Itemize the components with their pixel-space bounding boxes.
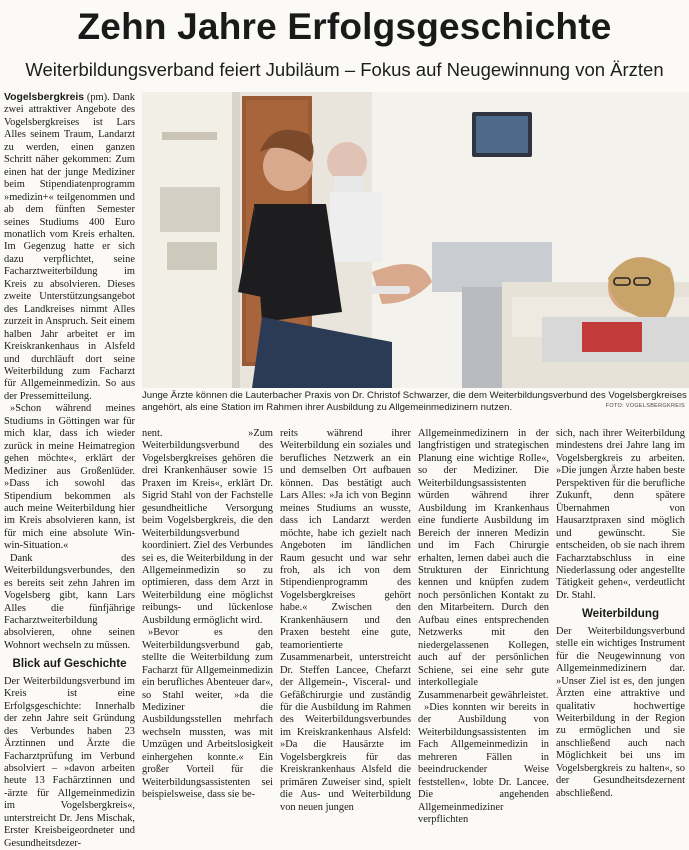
paragraph: reits während ihrer Weiterbildung ein soziales und berufliches Netzwerk an ein und demselben Ort aufbauen können. Das bestätigt auch Lars Alles: »Ja ich von Beginn meines Studiums an wusste, dass ich Landarzt werden möchte, habe ich gezielt nach Angeboten im ländlichen Raum gesucht und war sehr froh, als ich von dem Stipendienprogramm des Vogelsbergkreises gehört habe.« Zwischen den Krankenhäusern und den Praxen besteht eine gute, teamorientierte Zusammenarbeit, unterstreicht Dr. Steffen Lancee, Chefarzt der Allgemein-, Visceral- und Gefäßchirurgie und zuständig für die Ausbildung im Rahmen des Weiterbildungsverbundes im Kreiskrankenhaus Alsfeld: »Da die Hausärzte im Vogelsbergkreis für das Kreiskrankenhaus Alsfeld die primären Zuweiser sind, spielt die Aus- und Weiterbildung von neuen jungen — [280, 428, 411, 813]
column-1 — [4, 92, 135, 849]
paragraph: Allgemeinmedizinern in der langfristigen und strategischen Planung eine wichtige Rolle«, so der Mediziner. Die Weiterbildungsassistenten würden während ihrer Ausbildung im Krankenhaus eine fundierte Ausbildung im Bereich der inneren Medizin und im Fach Chirurgie erhalten, lernen dabei auch die Strukturen der Einrichtung kennen und knüpfen zudem noch persönlichen Kontakt zu den Mitarbeitern. Durch den Aufbau eines entsprechenden Netzwerks mit den niedergelassenen Kollegen, auch auf der persönlichen Schiene, sei eine sehr gute interkollegiale Zusammenarbeit gewährleistet. — [418, 428, 549, 701]
paragraph: Dank des Weiterbildungsverbundes, den es bereits seit zehn Jahren im Vogelsberg gibt, kann Lars Alles die fünfjährige Facharztweiterbildung absolvieren, ohne seinen Wohnort wechseln zu müssen. — [4, 552, 135, 651]
column-4 — [418, 428, 549, 826]
paragraph: »Schon während meines Studiums in Göttingen war für mich klar, dass ich wieder zurück in meine Heimatregion gehen möchte«, erklärt der Mediziner aus Großenlüder. »Dass ich sowohl das Stipendium bekommen als auch meine Weiterbildung hier im Kreis absolvieren kann, ist für mich eine absolute Win-win-Situation.« — [4, 403, 135, 552]
paragraph: »Bevor es den Weiterbildungsverbund gab, stellte die Weiterbildung zum Facharzt für Allgemeinmedizin ein berufliches Abenteuer dar«, so Stahl weiter, »da die Mediziner die Ausbildungsstellen mehrfach wechseln mussten, was mit Umzügen und Arbeitslosigkeit einhergehen konnte.« Ein großer Vorteil für die Weiterbildungsassistenten sei beispielsweise, dass sie be- — [142, 627, 273, 801]
paragraph: Vogelsbergkreis (pm). Dank zwei attraktiver Angebote des Vogelsbergkreises ist Lars Alles seinem Traum, Landarzt zu werden, einen ganzen Schritt näher gekommen: Zum einen hat der junge Mediziner beim Stipendiatenprogramm »medizin+« teilgenommen und ab dem fünften Semester seines Studiums 400 Euro monatlich vom Kreis erhalten. Im Gegenzug hatte er sich dazu verpflichtet, seine Facharztweiterbildung im Kreis zu absolvieren. Dieses zweite Unterstützungsangebot des Landkreises nimmt Alles zurzeit in Anspruch. Seit einem halben Jahr arbeitet er im Kreiskrankenhaus in Alsfeld und durchläuft dort seine Weiterbildung zum Facharzt für Allgemeinmedizin. So aus der Pressemitteilung. — [4, 92, 135, 402]
section-heading: Blick auf Geschichte — [12, 657, 127, 671]
headline: Zehn Jahre Erfolgsgeschichte — [77, 6, 612, 47]
photo-caption: Junge Ärzte können die Lauterbacher Praxis von Dr. Christof Schwarzer, die dem Weiterbildungsverbund des Vogelsbergkreises angehört, als eine Station im Rahmen ihrer Ausbildung zu Allgemeinmedizinern nutzen. — [142, 390, 687, 413]
doctor-patient-illustration — [142, 92, 689, 388]
article-photo — [142, 92, 689, 388]
paragraph: Der Weiterbildungsverbund stelle ein wichtiges Instrument für die Neugewinnung von Allgemeinmedizinern dar. »Unser Ziel ist es, den jungen Ärzten eine attraktive und qualitativ hochwertige Weiterbildung in der Region zu ermöglichen und sie anschließend auch nach Möglichkeit bei uns im Vogelsbergkreis zu halten«, so der Gesundheitsdezernent abschließend. — [556, 625, 685, 799]
column-2 — [142, 428, 273, 801]
photo-credit: FOTO: VOGELSBERGKREIS — [605, 403, 685, 409]
paragraph: Der Weiterbildungsverbund im Kreis ist eine Erfolgsgeschichte: Innerhalb der zehn Jahre seit Gründung des Verbundes haben 23 Ärztinnen und Ärzte die Facharztprüfung im Verbund absolviert – »davon arbeiten heute 13 Fachärztinnen und -ärzte für Allgemeinmedizin im Vogelsbergkreis«, unterstreicht Dr. Jens Mischak, Erster Kreisbeigeordneter und Gesundheitsdezer- — [4, 675, 135, 849]
paragraph: nent. »Zum Weiterbildungsverbund des Vogelsbergkreises gehören die drei Krankenhäuser sowie 15 Praxen im Kreis«, erklärt Dr. Sigrid Stahl von der Fachstelle gesundheitliche Versorgung beim Vogelsbergkreis, die den Weiterbildungsverbund koordiniert. Ziel des Verbundes sei es, die Weiterbildung in der Allgemeinmedizin so zu optimieren, dass dem Arzt in Weiterbildung eine möglichst reibungs- und lückenlose Ausbildung ermöglicht wird. — [142, 428, 273, 626]
dateline: Vogelsbergkreis — [4, 92, 85, 103]
section-heading: Weiterbildung — [581, 607, 660, 621]
paragraph: sich, nach ihrer Weiterbildung mindestens drei Jahre lang im Vogelsbergkreis zu arbeiten. »Die jungen Ärzte haben beste Perspektiven für die berufliche Zukunft, denn spätere Übernahmen von Hausarztpraxen sind möglich und gewünscht. Sie entscheiden, ob sie nach ihrem Facharztabschluss in eine Niederlassung oder angestellte Tätigkeit gehen«, verdeutlicht Dr. Stahl. — [556, 428, 685, 601]
column-3 — [280, 428, 411, 813]
paragraph: »Dies konnten wir bereits in der Ausbildung von Weiterbildungsassistenten im Fach Allgemeinmedizin in mehreren Fällen in beeindruckender Weise feststellen«, lobte Dr. Lancee. Die angehenden Allgemeinmediziner verpflichten — [418, 701, 549, 826]
column-5 — [556, 428, 685, 799]
subheadline: Weiterbildungsverband feiert Jubiläum – Fokus auf Neugewinnung von Ärzten — [25, 59, 664, 80]
